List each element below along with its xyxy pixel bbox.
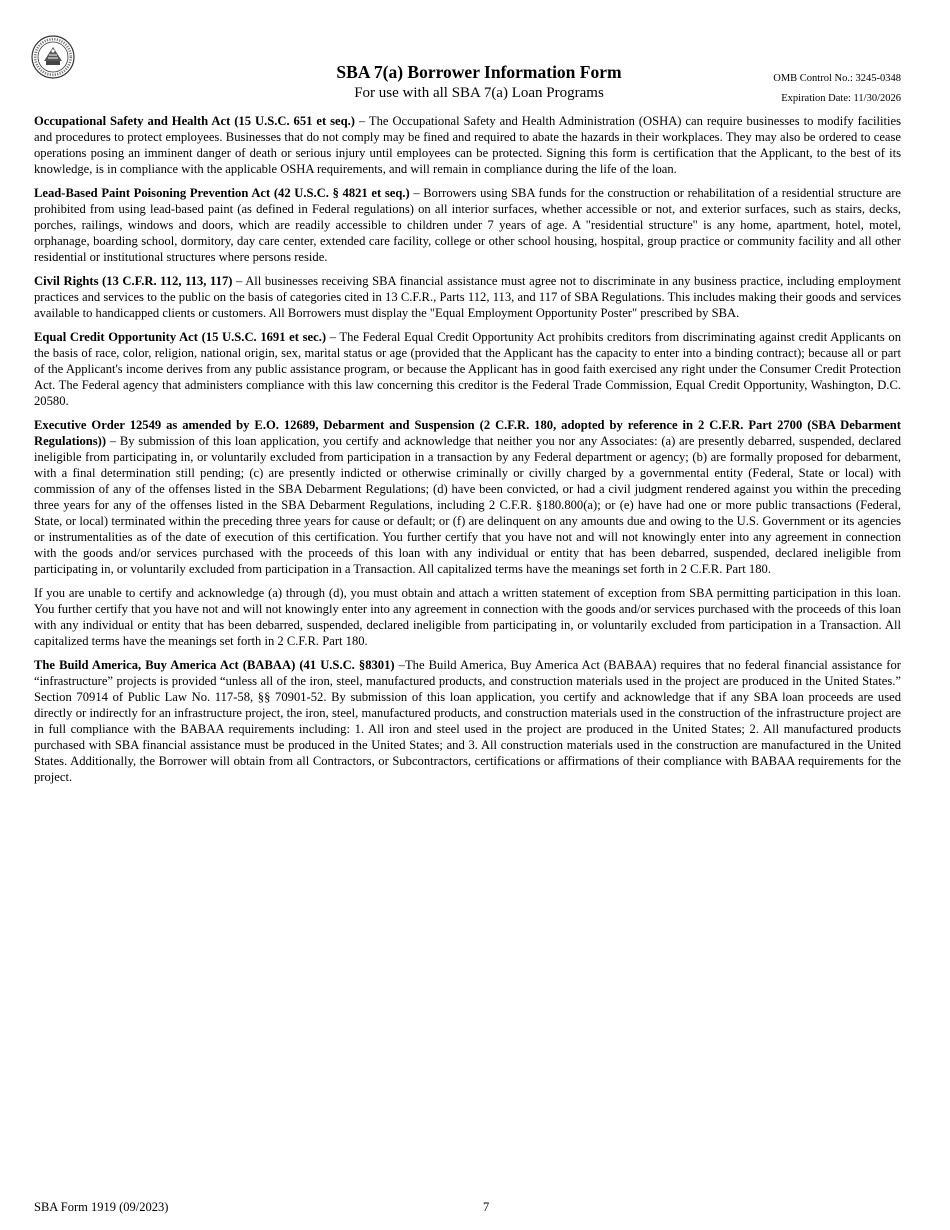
section-heading: Civil Rights (13 C.F.R. 112, 113, 117) <box>34 274 233 288</box>
omb-control-number: OMB Control No.: 3245-0348 <box>773 73 901 84</box>
section-text: –The Build America, Buy America Act (BABAA) requires that no federal financial assistance for “infrastructure” projects is provided “unless all of the iron, steel, manufactured products, and construction materials used in the project are produced in the United States.” Section 70914 of Public Law No. 117-58, §§ 70901-52. By submission of this loan application, you certify and acknowledge that if any SBA loan proceeds are used directly or indirectly for an infrastructure project, the iron, steel, manufactured products, and construction materials used in the construction of the infrastructure project are in full compliance with the BABAA requirements including: 1. All iron and steel used in the project are produced in the United States; 2. All manufactured products purchased with SBA financial assistance must be produced in the United States; and 3. All construction materials used in the construction are manufactured in the United States. Additionally, the Borrower will obtain from all Contractors, or Subcontractors, certifications or affirmations of their compliance with BABAA requirements for the project. <box>34 658 901 784</box>
section-text: – By submission of this loan application, you certify and acknowledge that neither you nor any Associates: (a) are presently debarred, suspended, declared ineligible from participating in, or voluntarily excluded from participation in a transaction by any Federal department or agency; (b) are formally proposed for debarment, with a final determination still pending; (c) are presently indicted or otherwise criminally or civilly charged by a governmental entity (Federal, State or local) with commission of any of the offenses listed in the SBA Debarment Regulations; (d) have been convicted, or had a civil judgment rendered against you within the preceding three years for any of the offenses listed in the SBA Debarment Regulations, including 2 C.F.R. §180.800(a); or (e) have had one or more public transactions (Federal, State, or local) terminated within the preceding three years for cause or default; or (f) are delinquent on any amounts due and owing to the U.S. Government or its agencies or instrumentalities as of the date of execution of this certification. You further certify that you have not and will not knowingly enter into any agreement in connection with the goods and/or services purchased with the proceeds of this loan with any individual or entity that has been debarred, suspended, declared ineligible from participating in, or voluntarily excluded from participation in a Transaction. All capitalized terms have the meanings set forth in 2 C.F.R. Part 180. <box>34 434 901 576</box>
form-subtitle: For use with all SBA 7(a) Loan Programs <box>354 85 604 101</box>
section-text: – Borrowers using SBA funds for the construction or rehabilitation of a residential structure are prohibited from using lead-based paint (as defined in Federal regulations) on all interior surfaces, whether accessible or not, and exterior surfaces, such as stairs, decks, porches, railings, windows and doors, which are readily accessible to children under 7 years of age. A "residential structure" is any home, apartment, hotel, motel, orphanage, boarding school, dormitory, day care center, extended care facility, college or other school housing, hospital, group practice or community facility and all other residential or institutional structures where persons reside. <box>34 186 901 264</box>
expiration-date: Expiration Date: 11/30/2026 <box>781 93 901 104</box>
section-heading: The Build America, Buy America Act (BABAA) (41 U.S.C. §8301) <box>34 658 395 672</box>
section-heading: Executive Order 12549 as amended by E.O. 12689, Debarment and Suspension (2 C.F.R. 180, adopted by reference in 2 C.F.R. Part 2700 (SBA Debarment Regulations)) <box>34 418 901 448</box>
section-equal-credit <box>34 329 901 409</box>
section-text: – All businesses receiving SBA financial assistance must agree not to discriminate in any business practice, including employment practices and services to the public on the basis of categories cited in 13 C.F.R., Parts 112, 113, and 117 of SBA Regulations. This includes making their goods and services available to handicapped clients or customers. All Borrowers must display the "Equal Employment Opportunity Poster" prescribed by SBA. <box>34 274 901 320</box>
section-osha <box>34 113 901 177</box>
section-text: – The Occupational Safety and Health Administration (OSHA) can require businesses to modify facilities and procedures to protect employees. Businesses that do not comply may be fined and required to abate the hazards in their workplaces. They may also be ordered to cease operations posing an imminent danger of death or serious injury until employees can be protected. Signing this form is certification that the Applicant, to the best of its knowledge, is in compliance with the applicable OSHA requirements, and will remain in compliance during the life of the loan. <box>34 114 901 176</box>
section-civil-rights <box>34 273 901 321</box>
section-exception <box>34 585 901 649</box>
section-heading: Occupational Safety and Health Act (15 U.S.C. 651 et seq.) <box>34 114 355 128</box>
section-lead-paint <box>34 185 901 265</box>
form-title: SBA 7(a) Borrower Information Form <box>336 62 622 82</box>
form-number: SBA Form 1919 (09/2023) <box>34 1200 169 1214</box>
document-body <box>34 113 901 793</box>
omb-info <box>773 69 901 109</box>
section-heading: Equal Credit Opportunity Act (15 U.S.C. 1691 et sec.) <box>34 330 327 344</box>
section-text: If you are unable to certify and acknowledge (a) through (d), you must obtain and attach a written statement of exception from SBA permitting participation in this loan. You further certify that you have not and will not knowingly enter into any agreement in connection with the goods and/or services purchased with the proceeds of this loan with any individual or entity that has been debarred, suspended, declared ineligible from participating in, or voluntarily excluded from participation in a Transaction. All capitalized terms have the meanings set forth in 2 C.F.R. Part 180. <box>34 586 901 648</box>
page-number: 7 <box>483 1200 490 1214</box>
section-babaa <box>34 657 901 785</box>
section-debarment <box>34 417 901 577</box>
section-heading: Lead-Based Paint Poisoning Prevention Act (42 U.S.C. § 4821 et seq.) <box>34 186 410 200</box>
section-text: – The Federal Equal Credit Opportunity Act prohibits creditors from discriminating against credit Applicants on the basis of race, color, religion, national origin, sex, marital status or age (provided that the Applicant has the capacity to enter into a binding contract); because all or part of the Applicant's income derives from any public assistance program, or because the Applicant has in good faith exercised any right under the Consumer Credit Protection Act. The Federal agency that administers compliance with this law concerning this creditor is the Federal Trade Commission, Equal Credit Opportunity, Washington, D.C. 20580. <box>34 330 901 408</box>
